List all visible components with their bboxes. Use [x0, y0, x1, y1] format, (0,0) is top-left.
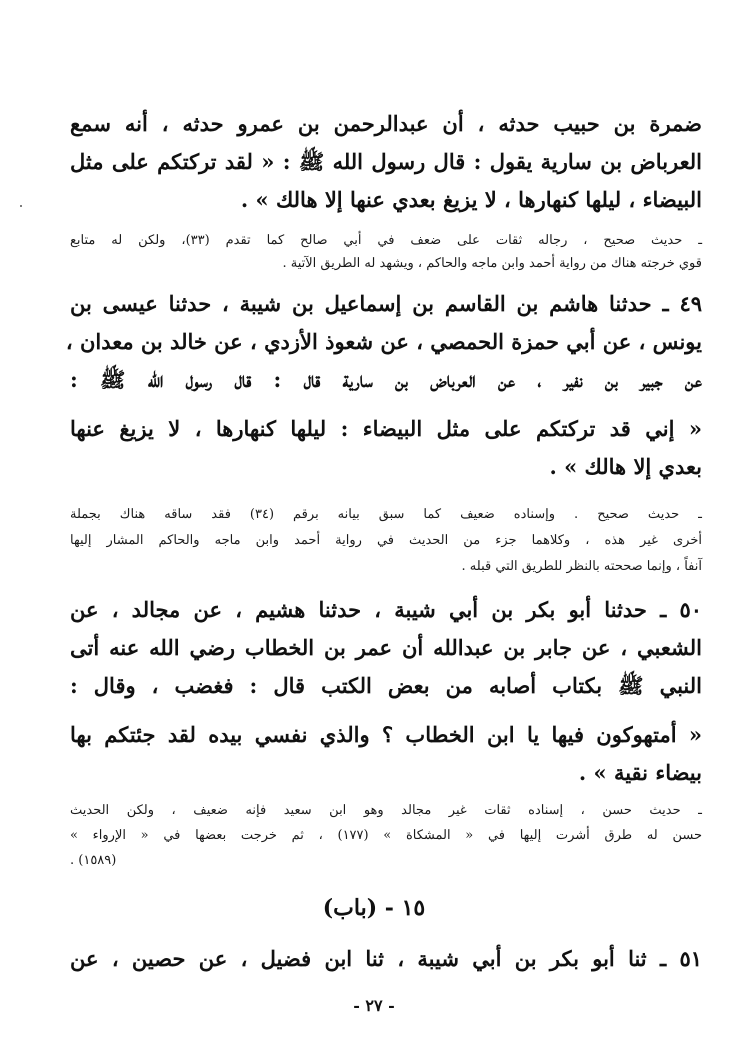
hadith-49-matn	[70, 418, 702, 488]
text-line: عن جبير بن نفير ، عن العرباض بن سارية قال : قال رسول الله ﷺ :	[70, 367, 702, 392]
text-line: ٥١ ـ ثنا أبو بكر بن أبي شيبة ، ثنا ابن فضيل ، عن حصين ، عن	[70, 946, 702, 971]
text-line: ٥٠ ـ حدثنا أبو بكر بن أبي شيبة ، حدثنا هشيم ، عن مجالد ، عن	[70, 597, 702, 622]
page-number: - ٢٧ -	[353, 996, 395, 1015]
hadith-51	[70, 948, 702, 978]
chapter-heading: ١٥ - (باب)	[322, 895, 426, 921]
text-line: الشعبي ، عن جابر بن عبدالله أن عمر بن الخطاب رضي الله عنه أتى	[70, 635, 702, 660]
note-line: أخرى غير هذه ، وكلاهما جزء من الحديث في رواية أحمد وابن ماجه والحاكم المشار إليها	[70, 533, 702, 548]
hadith-50	[70, 599, 702, 709]
hadith-50-matn	[70, 724, 702, 794]
text-line: العرباض بن سارية يقول : قال رسول الله ﷺ : « لقد تركتكم على مثل	[70, 149, 702, 174]
text-line: بيضاء نقية » .	[578, 760, 702, 785]
note-line: حسن له طرق أشرت إليها في « المشكاة » (١٧٧) ، ثم خرجت بعضها في « الإرواء »	[70, 828, 702, 843]
commentary-1	[70, 234, 702, 278]
hadith-text-1	[70, 113, 702, 223]
text-line: يونس ، عن أبي حمزة الحمصي ، عن شعوذ الأزدي ، عن خالد بن معدان ،	[65, 329, 702, 354]
text-line: ٤٩ ـ حدثنا هاشم بن القاسم بن إسماعيل بن شيبة ، حدثنا عيسى بن	[70, 291, 702, 316]
commentary-2	[70, 508, 702, 578]
hadith-49	[65, 291, 702, 403]
note-line: قوي خرجته هناك من رواية أحمد وابن ماجه والحاكم ، ويشهد له الطريق الآتية .	[282, 256, 702, 271]
text-line: ضمرة بن حبيب حدثه ، أن عبدالرحمن بن عمرو حدثه ، أنه سمع	[70, 111, 702, 136]
note-line: ـ حديث صحيح . وإسناده ضعيف كما سبق بيانه برقم (٣٤) فقد ساقه هناك بجملة	[70, 507, 702, 522]
text-line: « إني قد تركتكم على مثل البيضاء : ليلها كنهارها ، لا يزيغ عنها	[70, 416, 702, 441]
margin-dot	[20, 205, 22, 207]
text-line: بعدي إلا هالك » .	[549, 454, 702, 479]
note-line: ـ حديث حسن ، إسناده ثقات غير مجالد وهو ابن سعيد فإنه ضعيف ، ولكن الحديث	[70, 803, 702, 818]
commentary-3	[70, 804, 702, 874]
text-line: البيضاء ، ليلها كنهارها ، لا يزيغ بعدي عنها إلا هالك » .	[240, 187, 702, 212]
note-line: آنفاً ، وإنما صححته بالنظر للطريق التي قبله .	[461, 559, 702, 574]
text-line: « أمتهوكون فيها يا ابن الخطاب ؟ والذي نفسي بيده لقد جئتكم بها	[70, 722, 702, 747]
note-line: (١٥٨٩) .	[70, 853, 117, 868]
note-line: ـ حديث صحيح ، رجاله ثقات على ضعف في أبي صالح كما تقدم (٣٣)، ولكن له متابع	[70, 233, 702, 248]
text-line: النبي ﷺ بكتاب أصابه من بعض الكتب قال : فغضب ، وقال :	[70, 673, 702, 698]
